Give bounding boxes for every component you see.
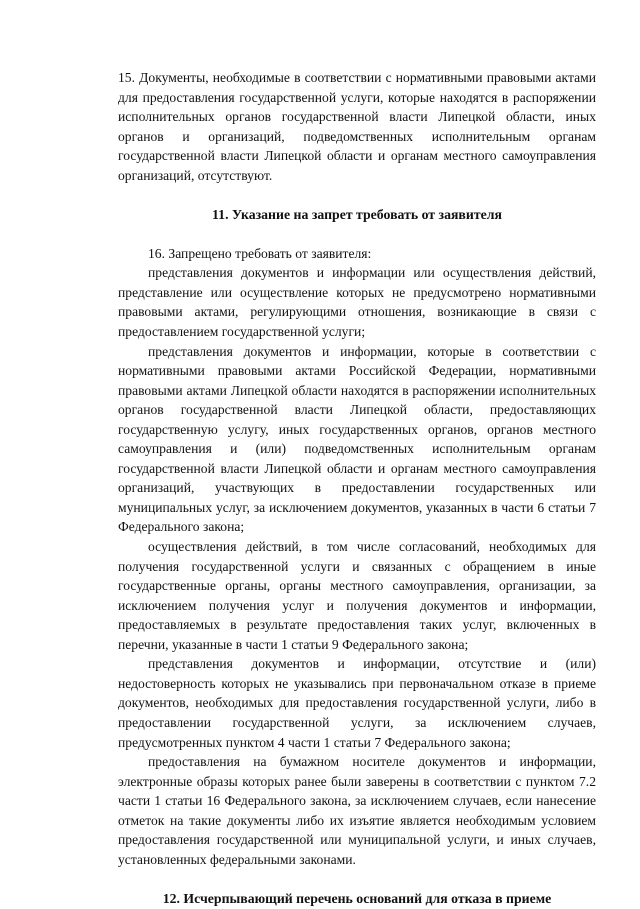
paragraph-16-item-1-text: представления документов и информации или осуществления действий, представление или осуществление которых не предусмотрено нормативными правовыми актами, регулирующими отношения, возникающие в связи с предоставлением государственной услуги; xyxy=(118,265,596,340)
paragraph-15-text: 15. Документы, необходимые в соответствии с нормативными правовыми актами для предоставления государственной услуги, которые находятся в распоряжении исполнительных органов государственной власти Липецкой области, иных органов и организаций, подведомственных исполнительным органам государственной власти Липецкой области и органам местного самоуправления организаций, отсутствуют. xyxy=(118,70,596,183)
section-heading-12: 12. Исчерпывающий перечень оснований для отказа в приеме xyxy=(162,891,552,907)
paragraph-16-intro xyxy=(118,244,596,264)
paragraph-16-item-3-text: осуществления действий, в том числе согласований, необходимых для получения государственной услуги и связанных с обращением в иные государственные органы, органы местного самоуправления, организации, за исключением получения услуг и получения документов и информации, предоставляемых в результате предоставления таких услуг, включенных в перечни, указанные в части 1 статьи 9 Федерального закона; xyxy=(118,539,596,652)
paragraph-16-item-4-text: представления документов и информации, отсутствие и (или) недостоверность которых не указывались при первоначальном отказе в приеме документов, необходимых для предоставления государственной услуги, либо в предоставлении государственной услуги, за исключением случаев, предусмотренных пунктом 4 части 1 статьи 7 Федерального закона; xyxy=(118,656,596,750)
paragraph-16-item-2-text: представления документов и информации, которые в соответствии с нормативными правовыми актами Российской Федерации, нормативными правовыми актами Липецкой области находятся в распоряжении исполнительных органов государственной власти Липецкой области, предоставляющих государственную услугу, иных государственных органов, органов местного самоуправления и (или) подведомственных исполнительным органам государственной власти Липецкой области и органам местного самоуправления организаций, участвующих в предоставлении государственных или муниципальных услуг, за исключением документов, указанных в части 6 статьи 7 Федерального закона; xyxy=(118,343,596,535)
section-heading-11: 11. Указание на запрет требовать от заявителя xyxy=(212,207,502,223)
paragraph-16-item-4 xyxy=(118,654,596,752)
paragraph-16-item-1 xyxy=(118,263,596,341)
paragraph-16-item-2 xyxy=(118,342,596,537)
paragraph-16-item-3 xyxy=(118,537,596,654)
paragraph-16-item-5 xyxy=(118,752,596,869)
document-page xyxy=(118,68,596,909)
paragraph-15 xyxy=(118,68,596,185)
paragraph-16-intro-text: 16. Запрещено требовать от заявителя: xyxy=(148,245,372,261)
paragraph-16-item-5-text: предоставления на бумажном носителе документов и информации, электронные образы которых ранее были заверены в соответствии с пунктом 7.2 части 1 статьи 16 Федерального закона, за исключением случаев, если нанесение отметок на такие документы либо их изъятие является необходимым условием предоставления государственной или муниципальной услуги, и иных случаев, установленных федеральными законами. xyxy=(118,754,596,867)
